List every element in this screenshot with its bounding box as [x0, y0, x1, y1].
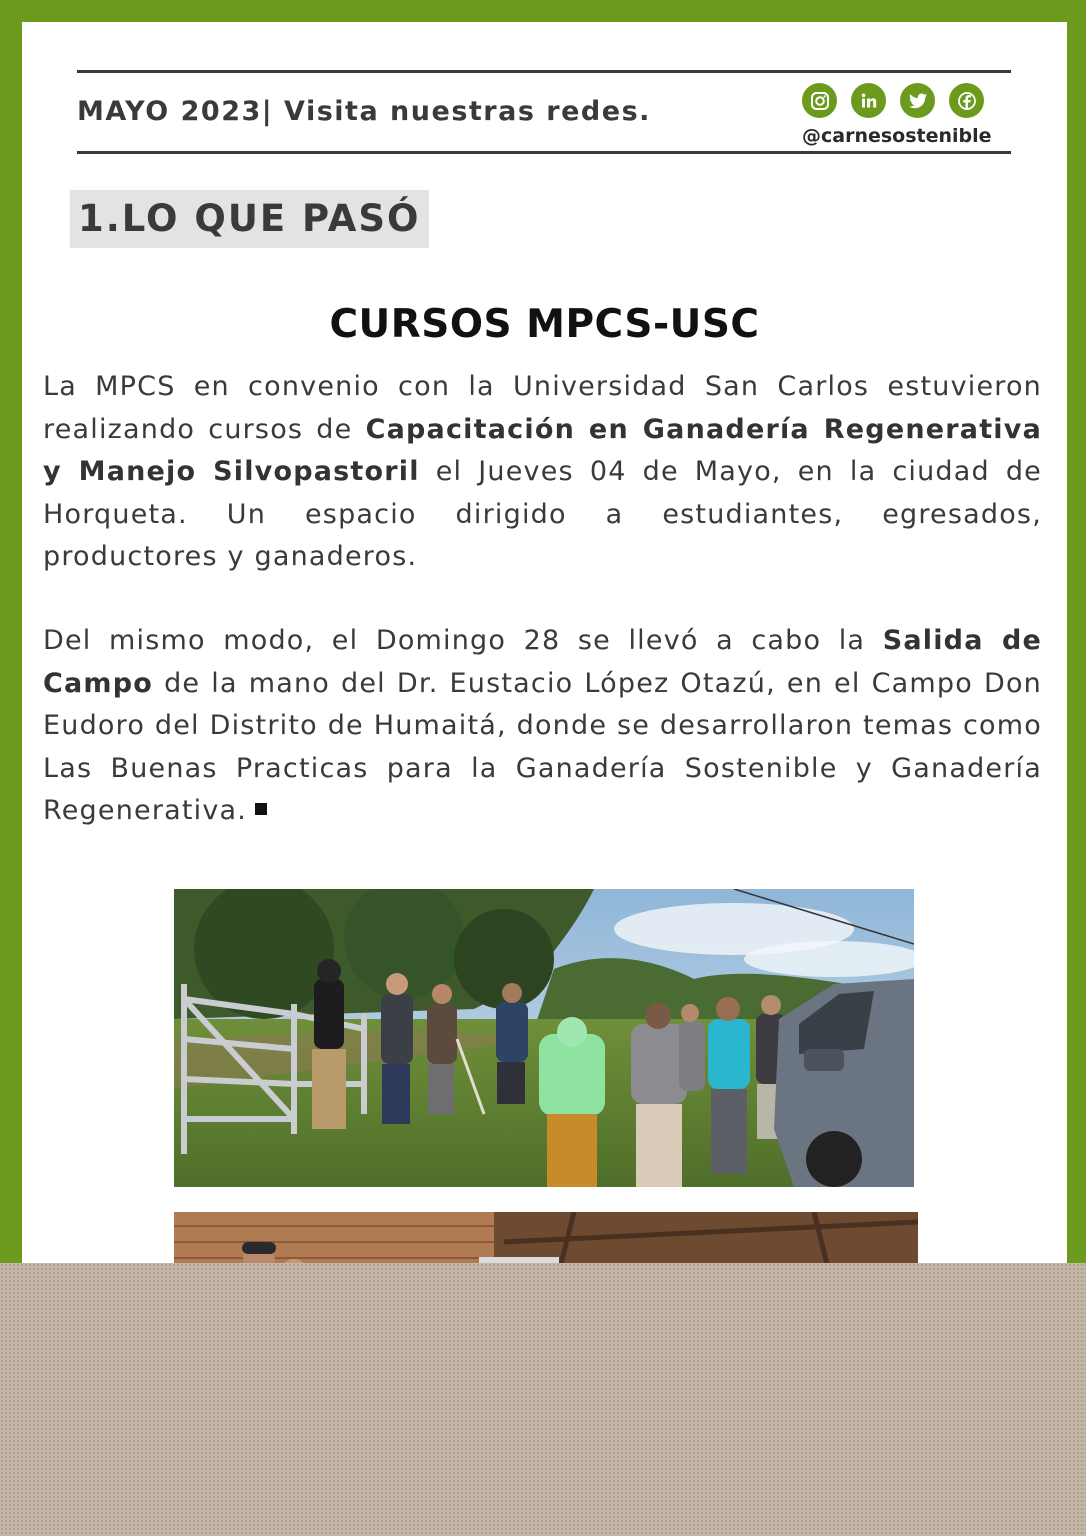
paragraph-2-bold: Salida de Campo: [43, 625, 1042, 699]
header-top-rule: [77, 70, 1011, 73]
section-label: 1.LO QUE PASÓ: [70, 190, 429, 248]
paragraph-2-text-a: Del mismo modo, el Domingo 28 se llevó a cabo la: [43, 625, 883, 656]
paragraph-1-text-a: La MPCS en convenio con la Universidad San Carlos estuvieron realizando cursos de: [43, 371, 1042, 445]
paragraph-1-text-b: el Jueves 04 de Mayo, en la ciudad de Horqueta. Un espacio dirigido a estudiantes, egresados, productores y ganaderos.: [43, 456, 1042, 572]
paragraph-1-bold: Capacitación en Ganadería Regenerativa y Manejo Silvopastoril: [43, 413, 1042, 487]
end-mark-icon: [255, 803, 267, 815]
bottom-overlay: [0, 1263, 1086, 1536]
twitter-icon[interactable]: [900, 83, 935, 118]
social-block: [802, 83, 992, 147]
linkedin-icon[interactable]: [851, 83, 886, 118]
header-bottom-rule: [77, 151, 1011, 154]
paragraph-2-text-b: de la mano del Dr. Eustacio López Otazú, en el Campo Don Eudoro del Distrito de Humaitá, donde se desarrollaron temas como Las Buenas Practicas para la Ganadería Sostenible y Ganadería Regenerativa.: [43, 667, 1042, 826]
header-date-text: MAYO 2023| Visita nuestras redes.: [77, 96, 651, 127]
instagram-icon[interactable]: [802, 83, 837, 118]
article-title: CURSOS MPCS-USC: [329, 302, 760, 347]
article-paragraph-2: [43, 620, 1042, 833]
social-icons: [802, 83, 992, 118]
social-handle[interactable]: @carnesostenible: [802, 125, 992, 147]
facebook-icon[interactable]: [949, 83, 984, 118]
photo-field-visit: [174, 889, 914, 1187]
article-paragraph-1: [43, 366, 1042, 579]
